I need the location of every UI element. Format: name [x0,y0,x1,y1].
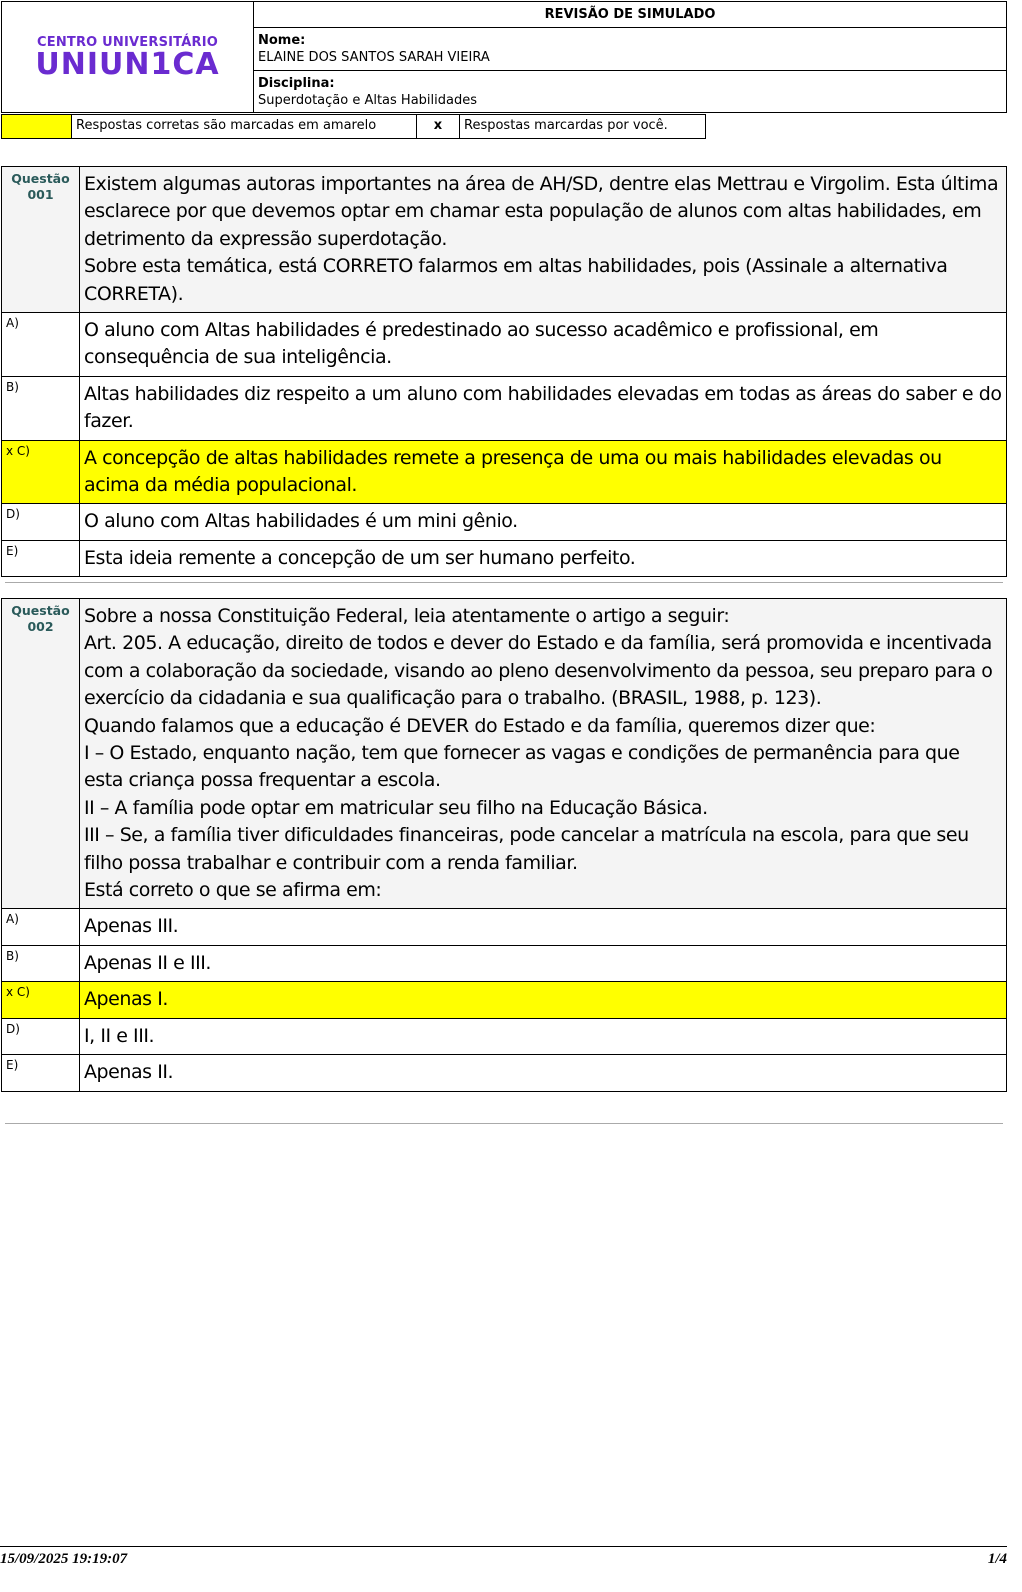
option-text: Esta ideia remente a concepção de um ser humano perfeito. [84,546,636,569]
option-text: A concepção de altas habilidades remete a presença de uma ou mais habilidades elevadas ou acima da média populacional. [84,446,942,497]
university-logo [2,2,254,112]
option-text: Apenas III. [84,915,179,938]
answer-option [2,946,1006,982]
legend-correct-text: Respostas corretas são marcadas em amarelo [72,115,417,138]
page-title: REVISÃO DE SIMULADO [254,2,1006,28]
legend-marked-text: Respostas marcardas por você. [464,118,668,133]
question-word: Questão [11,603,70,618]
option-label: A) [2,313,80,376]
option-label: x C) [2,441,80,504]
option-text: O aluno com Altas habilidades é um mini gênio. [84,510,518,533]
name-value: ELAINE DOS SANTOS SARAH VIEIRA [258,50,490,65]
answer-option [2,1055,1006,1090]
discipline-label: Disciplina: [258,75,335,91]
footer [0,1546,1007,1568]
question-label [2,599,80,908]
option-label: E) [2,1055,80,1090]
answer-option [2,377,1006,441]
question-row [2,599,1006,909]
option-label: x C) [2,982,80,1017]
option-label: B) [2,377,80,440]
answer-option [2,504,1006,540]
question-word: Questão [11,171,70,186]
question-number: 001 [27,187,54,202]
name-cell [254,28,1006,71]
question-row [2,167,1006,313]
question-001 [1,166,1007,577]
name-label: Nome: [258,33,306,48]
discipline-cell [254,71,1006,113]
legend [1,114,706,139]
option-text: Apenas I. [84,988,168,1011]
answer-option [2,982,1006,1018]
option-label: E) [2,541,80,576]
legend-yellow-swatch [2,115,72,138]
answer-option [2,1019,1006,1055]
question-text: Existem algumas autoras importantes na área de AH/SD, dentre elas Mettrau e Virgolim. Esta última esclarece por que devemos optar em chamar esta população de alunos com altas habilidades, em detrimento da expressão superdotação. Sobre esta temática, está CORRETO falarmos em altas habilidades, pois (Assinale a alternativa CORRETA). [84,173,999,305]
answer-option [2,313,1006,377]
question-label [2,167,80,312]
answer-option [2,909,1006,945]
divider [5,582,1003,583]
option-label: A) [2,909,80,944]
divider [5,1123,1003,1124]
option-text: I, II e III. [84,1024,155,1047]
answer-option [2,541,1006,576]
option-text: Apenas II. [84,1061,174,1084]
question-number: 002 [27,619,54,634]
discipline-value: Superdotação e Altas Habilidades [258,92,478,108]
answer-option [2,441,1006,505]
option-text: Apenas II e III. [84,951,211,974]
option-label: D) [2,1019,80,1054]
logo-wordmark: UNIUN1CA [35,46,220,82]
question-002 [1,598,1007,1092]
header-table [1,1,1007,113]
option-text: O aluno com Altas habilidades é predestinado ao sucesso acadêmico e profissional, em consequência de sua inteligência. [84,319,879,369]
option-label: B) [2,946,80,981]
option-label: D) [2,504,80,539]
timestamp: 15/09/2025 19:19:07 [0,1551,128,1567]
logo-subtitle: CENTRO UNIVERSITÁRIO [37,34,218,50]
legend-mark: x [417,115,460,138]
option-text: Altas habilidades diz respeito a um aluno com habilidades elevadas em todas as áreas do saber e do fazer. [84,382,1002,433]
question-text: Sobre a nossa Constituição Federal, leia atentamente o artigo a seguir: Art. 205. A educação, direito de todos e dever do Estado e da família, será promovida e incentivada com a colaboração da sociedade, visando ao pleno desenvolvimento da pessoa, seu preparo para o exercício da cidadania e sua qualificação para o trabalho. (BRASIL, 1988, p. 123). Quando falamos que a educação é DEVER do Estado e da família, queremos dizer que: I – O Estado, enquanto nação, tem que fornecer as vagas e condições de permanência para que esta criança possa frequentar a escola. II – A família pode optar em matricular seu filho na Educação Básica. III – Se, a família tiver dificuldades financeiras, pode cancelar a matrícula na escola, para que seu filho possa trabalhar e contribuir com a renda familiar. Está correto o que se afirma em: [84,605,993,902]
page-number: 1/4 [987,1551,1007,1567]
